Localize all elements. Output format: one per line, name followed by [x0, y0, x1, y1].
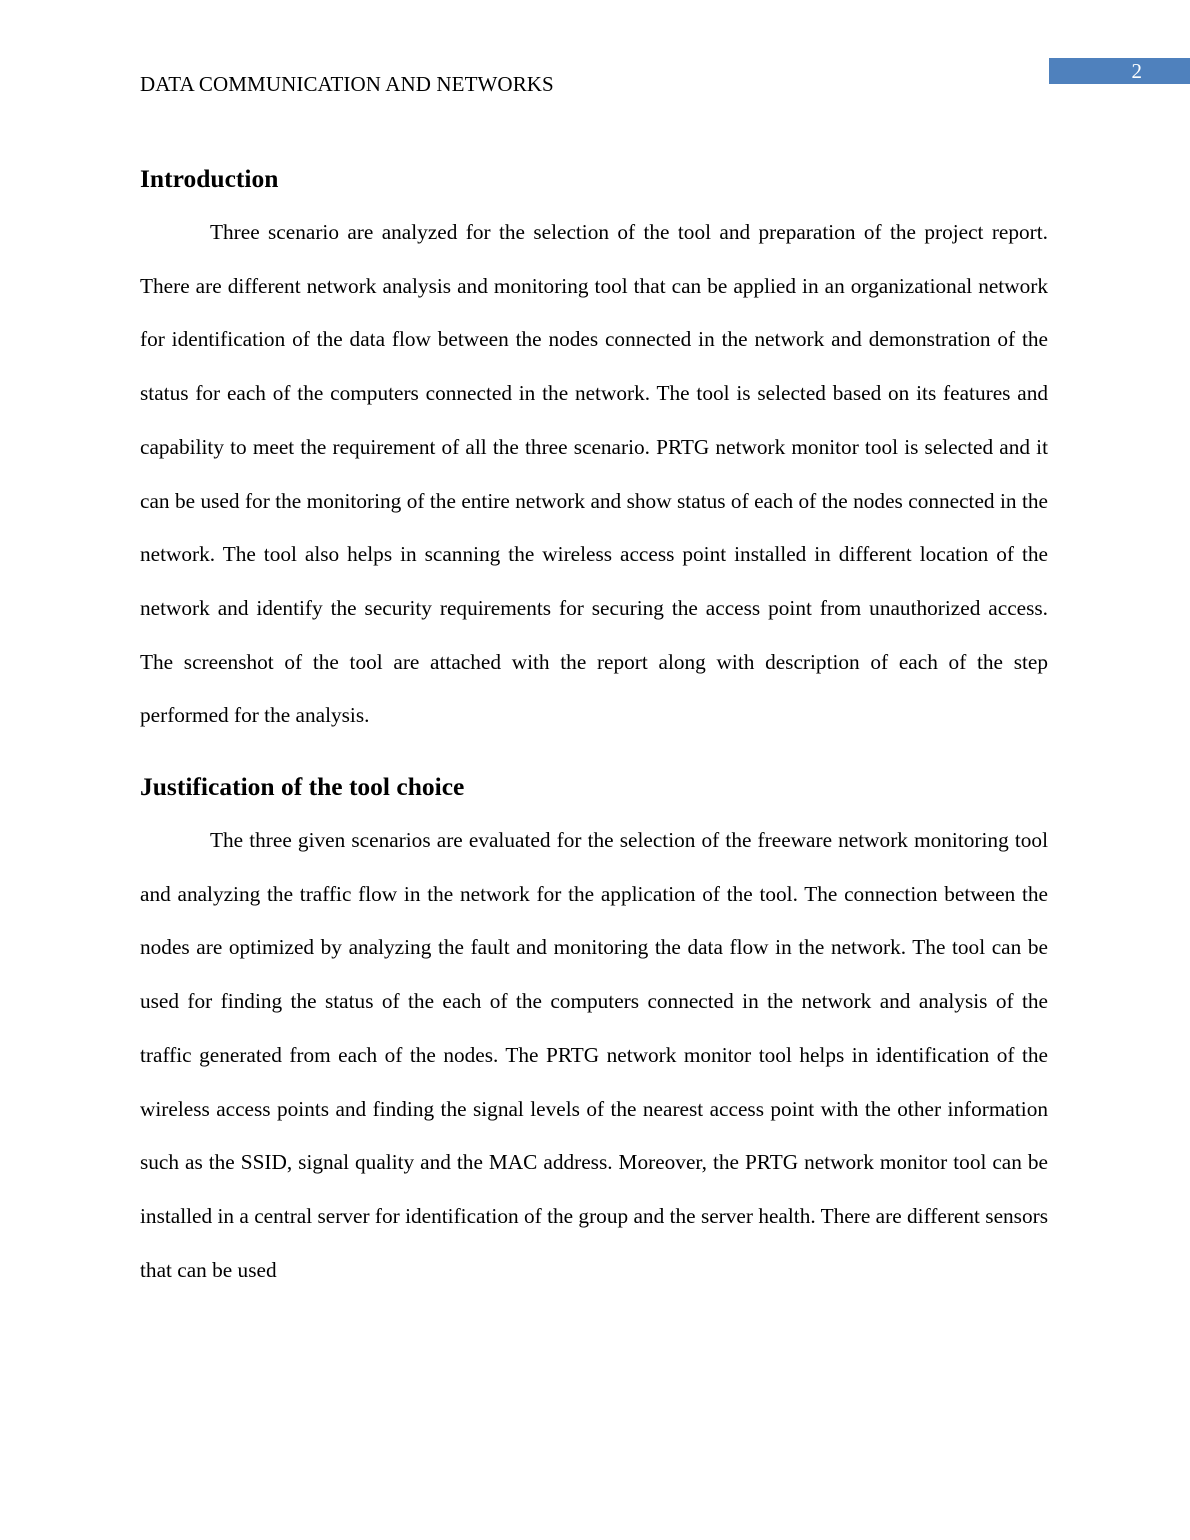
document-body [140, 159, 1048, 1297]
section-heading-justification: Justification of the tool choice [140, 772, 465, 802]
paragraph-justification: The three given scenarios are evaluated for the selection of the freeware network monitoring tool and analyzing the traffic flow in the network for the application of the tool. The connection between the nodes are optimized by analyzing the fault and monitoring the data flow in the network. The tool can be used for finding the status of the each of the computers connected in the network and analysis of the traffic generated from each of the nodes. The PRTG network monitor tool helps in identification of the wireless access points and finding the signal levels of the nearest access point with the other information such as the SSID, signal quality and the MAC address. Moreover, the PRTG network monitor tool can be installed in a central server for identification of the group and the server health. There are different sensors that can be used [140, 828, 1048, 1282]
paragraph-introduction: Three scenario are analyzed for the selection of the tool and preparation of the project report. There are different network analysis and monitoring tool that can be applied in an organizational network for identification of the data flow between the nodes connected in the network and demonstration of the status for each of the computers connected in the network. The tool is selected based on its features and capability to meet the requirement of all the three scenario. PRTG network monitor tool is selected and it can be used for the monitoring of the entire network and show status of each of the nodes connected in the network. The tool also helps in scanning the wireless access point installed in different location of the network and identify the security requirements for securing the access point from unauthorized access. The screenshot of the tool are attached with the report along with description of each of the step performed for the analysis. [140, 220, 1048, 728]
section-introduction [140, 159, 1048, 743]
running-head: DATA COMMUNICATION AND NETWORKS [140, 72, 554, 96]
page-number-badge [1049, 58, 1190, 84]
section-justification [140, 767, 1048, 1297]
page-number: 2 [1131, 59, 1142, 83]
section-heading-introduction: Introduction [140, 164, 279, 193]
